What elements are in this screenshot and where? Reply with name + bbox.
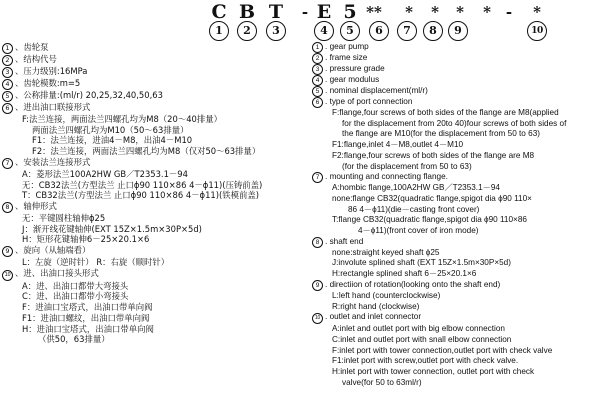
item-detail: [312, 335, 608, 346]
item-heading: 9 、旋向（从轴端看）: [2, 245, 302, 257]
item-text: J:involute splined shaft (EXT 15Z×1.5m×30P×5d): [332, 258, 511, 268]
item-text: outlet and inlet connector: [329, 312, 422, 322]
item-text: gear modulus: [329, 75, 380, 84]
model-code-position-number: 2: [237, 21, 257, 41]
item-text: 无：CB32法兰(方型法兰 止口ϕ90 110×86 4－ϕ11)(压铸前盖): [22, 179, 263, 190]
item-text: 86 4－ϕ11)(die－casting front cover): [348, 204, 480, 214]
item-detail: [2, 125, 302, 136]
item-text: A:inlet and outlet port with big elbow connection: [332, 324, 505, 334]
item-text: 齿轮泵: [23, 42, 49, 52]
item-heading: 6 . type of port connection: [312, 97, 608, 108]
item-text: F1:flange,inlet 4－M8,outlet 4－M10: [332, 140, 464, 150]
item-detail: [312, 291, 608, 302]
item-text: C：进、出油口都带小弯接头: [22, 291, 129, 302]
model-code-position-number: 3: [266, 21, 286, 41]
item-text: A：菱形法兰100A2HW GB／T2353.1－94: [22, 168, 188, 179]
model-code-char: -: [301, 3, 309, 21]
item-text: C:inlet and outlet port with snall elbow connection: [332, 334, 512, 344]
item-detail: [312, 205, 608, 216]
item-text: F2:flange,four screws of both sides of the flange are M8: [332, 150, 535, 160]
item-text: F1:inlet port with screw,outlet port with check valve.: [332, 356, 519, 366]
item-text: F1：法兰连接，进油4－M8，出油4－M10: [32, 135, 193, 146]
item-text: 两面法兰四螺孔均为M10（50～63排量）: [32, 124, 189, 135]
item-detail: [312, 269, 608, 280]
item-detail: [312, 183, 608, 194]
item-text: L：左旋（逆时针） R：右旋（顺时针）: [22, 257, 170, 268]
item-detail: [312, 162, 608, 173]
item-text: nominal displacement(ml/r): [329, 86, 428, 95]
item-detail: [2, 135, 302, 146]
item-text: A：进、出油口都带大弯接头: [22, 280, 129, 291]
item-detail: [312, 108, 608, 119]
item-detail: [2, 180, 302, 191]
model-code-position-number: 9: [448, 21, 468, 41]
item-detail: [312, 194, 608, 205]
item-text: 无：平键圆柱轴伸ϕ25: [22, 212, 106, 223]
circled-number: 1: [2, 43, 13, 54]
item-text: directiion of rotation(looking onto the shaft end): [329, 279, 501, 289]
circled-number: 10: [312, 313, 323, 324]
item-text: 安装法兰连接形式: [23, 156, 91, 167]
item-heading: 8 . shaft end: [312, 237, 608, 248]
model-code-char: 5: [343, 1, 357, 23]
item-text: 结构代号: [23, 54, 57, 64]
item-text: F:flange,four screws of both sides of the flange are M8(applied: [332, 108, 559, 117]
item-text: 齿轮模数:m=5: [23, 78, 81, 88]
item-heading: 9 . directiion of rotation(looking onto the shaft end): [312, 280, 608, 291]
item-detail: [2, 313, 302, 324]
circled-number: 10: [2, 270, 13, 281]
model-code-char: C: [211, 1, 227, 23]
model-code-char: *: [431, 3, 439, 21]
model-code-position-number: 10: [527, 21, 547, 41]
model-code-char: E: [316, 1, 332, 23]
item-heading: 10 、进、出油口接头形式: [2, 268, 302, 281]
item-detail: [312, 378, 608, 389]
item-text: none:flange CB32(quadratic flange,spigot dia ϕ90 110×: [332, 193, 532, 203]
item-text: type of port connection: [329, 97, 413, 106]
model-code-char: B: [238, 1, 256, 23]
model-code-position-number: 7: [397, 21, 417, 41]
item-detail: [312, 226, 608, 237]
item-text: 轴伸形式: [23, 200, 57, 211]
item-text: frame size: [329, 53, 368, 62]
item-detail: [2, 146, 302, 157]
item-heading: 10 . outlet and inlet connector: [312, 312, 608, 324]
circled-number: 7: [2, 158, 13, 169]
item-text: H：矩形花键轴伸6－25×20.1×6: [22, 234, 150, 245]
item-detail: [2, 169, 302, 180]
model-code-position-number: 4: [314, 21, 334, 41]
item-text: 公称排量:(ml/r) 20,25,32,40,50,63: [23, 90, 163, 100]
item-heading: 4 . gear modulus: [312, 75, 608, 86]
item-text: L:left hand (counterclockwise): [332, 290, 441, 300]
item-detail: [312, 367, 608, 378]
model-code-char: *: [456, 3, 464, 21]
circled-number: 3: [312, 64, 323, 75]
circled-number: 9: [2, 246, 13, 257]
circled-number: 5: [2, 91, 13, 102]
item-text: F1：进油口螺纹，出油口带单向阀: [22, 312, 150, 323]
model-code-char: T: [268, 1, 284, 23]
circled-number: 6: [312, 97, 323, 108]
model-code-position-number: 6: [369, 21, 389, 41]
item-detail: [312, 346, 608, 357]
item-detail: [312, 129, 608, 140]
item-detail: [2, 291, 302, 302]
item-detail: [312, 215, 608, 226]
model-code-header: [204, 2, 584, 42]
item-detail: [2, 114, 302, 125]
model-code-char: *: [533, 3, 541, 21]
item-text: （供50，63排量）: [38, 334, 110, 345]
circled-number: 6: [2, 103, 13, 114]
circled-number: 5: [312, 86, 323, 97]
circled-number: 4: [312, 75, 323, 86]
item-heading: 6 、进出油口联接形式: [2, 102, 302, 114]
item-detail: [312, 140, 608, 151]
item-detail: [2, 234, 302, 245]
item-heading: 7 、安装法兰连接形式: [2, 157, 302, 169]
item-text: 进、出油口接头形式: [23, 267, 99, 278]
item-text: valve(for 50 to 63ml/r): [342, 377, 422, 387]
model-code-position-number: 1: [209, 21, 229, 41]
item-text: F:法兰连接，两面法兰四螺孔均为M8（20～40排量）: [22, 114, 222, 124]
item-detail: [312, 324, 608, 335]
chinese-description-column: [2, 42, 302, 345]
item-text: 4－ϕ11)(front cover of iron mode): [358, 226, 479, 236]
circled-number: 2: [312, 53, 323, 64]
circled-number: 2: [2, 55, 13, 66]
item-text: 进出油口联接形式: [23, 102, 91, 112]
item-text: R:right hand (clockwise): [332, 301, 420, 311]
item-text: the flange are M10(for the displacement from 50 to 63): [342, 129, 540, 139]
circled-number: 9: [312, 280, 323, 291]
item-detail: [2, 302, 302, 313]
item-detail: [2, 281, 302, 292]
item-detail: [312, 119, 608, 130]
item-detail: [2, 190, 302, 201]
item-text: for the displacement from 20to 40)four screws of both sides of: [342, 118, 567, 128]
item-text: H:rectangle splined shaft 6－25×20.1×6: [332, 269, 477, 279]
item-detail: [2, 334, 302, 345]
circled-number: 4: [2, 79, 13, 90]
item-detail: [312, 248, 608, 259]
item-text: A:hombic flange,100A2HW GB／T2353.1－94: [332, 183, 500, 193]
item-heading: 2 . frame size: [312, 53, 608, 64]
item-text: (for the displacement from 50 to 63): [342, 161, 472, 171]
model-code-position-number: 8: [423, 21, 443, 41]
item-text: gear pump: [329, 42, 369, 51]
circled-number: 1: [312, 42, 323, 53]
item-detail: [312, 258, 608, 269]
item-text: H：进油口宝塔式，出油口带单向阀: [22, 323, 154, 334]
item-heading: 1 、齿轮泵: [2, 42, 302, 54]
item-heading: 3 . pressure grade: [312, 64, 608, 75]
item-text: 旋向（从轴端看）: [23, 245, 91, 256]
circled-number: 7: [312, 172, 323, 183]
model-code-position-number: 5: [340, 21, 360, 41]
item-detail: [2, 213, 302, 224]
item-detail: [2, 257, 302, 268]
item-heading: 5 . nominal displacement(ml/r): [312, 86, 608, 97]
item-heading: 3 、压力级别:16MPa: [2, 66, 302, 78]
item-detail: [2, 324, 302, 335]
item-text: T:flange CB32(quadratic flange,spigot dia ϕ90 110×86: [332, 215, 527, 225]
item-heading: 8 、轴伸形式: [2, 201, 302, 213]
model-code-char: -: [505, 3, 513, 21]
circled-number: 3: [2, 67, 13, 78]
item-text: J：渐开线花键轴伸(EXT 15Z×1.5m×30P×5d): [22, 223, 202, 234]
item-detail: [312, 356, 608, 367]
item-heading: 2 、结构代号: [2, 54, 302, 66]
model-code-char: *: [405, 3, 413, 21]
item-text: pressure grade: [329, 64, 385, 73]
item-text: F:inlet port with tower connection,outlet port with check valve: [332, 345, 553, 355]
item-text: T：CB32法兰(方型法兰 止口ϕ90 110×86 4－ϕ11)(铁模前盖): [22, 190, 260, 201]
item-heading: 5 、公称排量:(ml/r) 20,25,32,40,50,63: [2, 90, 302, 102]
model-code-char: **: [366, 3, 382, 21]
item-text: mounting and connecting flange.: [329, 172, 448, 182]
model-code-char: *: [483, 3, 491, 21]
item-text: F2：法兰连接，两面法兰四螺孔均为M8（仅对50～63排量）: [32, 146, 261, 157]
item-text: H:inlet port with tower connection, outlet port with check: [332, 367, 535, 377]
item-heading: 7 . mounting and connecting flange.: [312, 172, 608, 183]
item-text: 压力级别:16MPa: [23, 66, 88, 76]
item-detail: [312, 302, 608, 313]
item-detail: [312, 151, 608, 162]
item-detail: [2, 224, 302, 235]
circled-number: 8: [2, 202, 13, 213]
item-text: F：进油口宝塔式，出油口带单向阀: [22, 302, 153, 313]
item-text: shaft end: [329, 236, 364, 246]
english-description-column: [312, 42, 608, 388]
circled-number: 8: [312, 237, 323, 248]
item-text: none:straight keyed shaft ϕ25: [332, 247, 440, 257]
item-heading: 4 、齿轮模数:m=5: [2, 78, 302, 90]
item-heading: 1 . gear pump: [312, 42, 608, 53]
